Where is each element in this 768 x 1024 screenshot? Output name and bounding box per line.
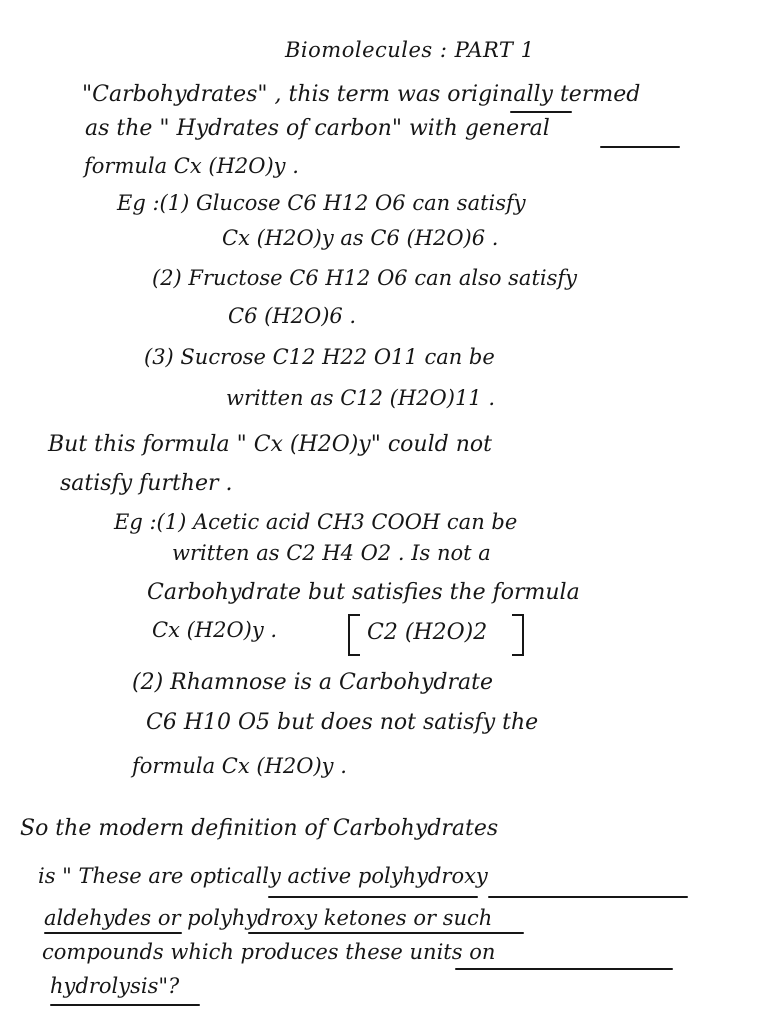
text-line: Eg :(1) Glucose C6 H12 O6 can satisfy bbox=[117, 191, 526, 215]
underline bbox=[510, 111, 572, 113]
left-bracket bbox=[348, 614, 360, 656]
text-line: is " These are optically active polyhydroxy bbox=[38, 864, 488, 888]
text-line: Eg :(1) Acetic acid CH3 COOH can be bbox=[114, 510, 518, 534]
text-line: written as C12 (H2O)11 . bbox=[226, 386, 496, 410]
text-line: aldehydes or polyhydroxy ketones or such bbox=[44, 906, 493, 930]
text-line: Cx (H2O)y . bbox=[152, 618, 278, 642]
text-line: (2) Fructose C6 H12 O6 can also satisfy bbox=[152, 266, 578, 290]
underline bbox=[50, 1004, 200, 1006]
underline bbox=[268, 896, 478, 898]
underline bbox=[600, 146, 680, 148]
text-line: as the " Hydrates of carbon" with general bbox=[85, 116, 550, 141]
text-line: Carbohydrate but satisfies the formula bbox=[147, 580, 580, 605]
text-line: hydrolysis"? bbox=[50, 974, 180, 998]
text-line: formula Cx (H2O)y . bbox=[84, 154, 299, 178]
right-bracket bbox=[512, 614, 524, 656]
underline bbox=[248, 932, 524, 934]
text-line: formula Cx (H2O)y . bbox=[132, 754, 347, 778]
underline bbox=[455, 968, 673, 970]
underline bbox=[488, 896, 688, 898]
text-line: Cx (H2O)y as C6 (H2O)6 . bbox=[222, 226, 499, 250]
text-line: C6 (H2O)6 . bbox=[228, 304, 357, 328]
text-line: C6 H10 O5 but does not satisfy the bbox=[146, 710, 539, 735]
page-title: Biomolecules : PART 1 bbox=[285, 38, 535, 62]
text-line: But this formula " Cx (H2O)y" could not bbox=[48, 432, 492, 457]
text-line: compounds which produces these units on bbox=[42, 940, 496, 964]
text-line: (3) Sucrose C12 H22 O11 can be bbox=[144, 345, 495, 369]
bracketed-formula: C2 (H2O)2 bbox=[367, 620, 488, 645]
text-line: (2) Rhamnose is a Carbohydrate bbox=[132, 670, 493, 695]
text-line: "Carbohydrates" , this term was originally termed bbox=[82, 82, 641, 107]
text-line: So the modern definition of Carbohydrates bbox=[20, 816, 499, 841]
text-line: written as C2 H4 O2 . Is not a bbox=[172, 541, 491, 565]
text-line: satisfy further . bbox=[60, 471, 233, 496]
underline bbox=[44, 932, 182, 934]
